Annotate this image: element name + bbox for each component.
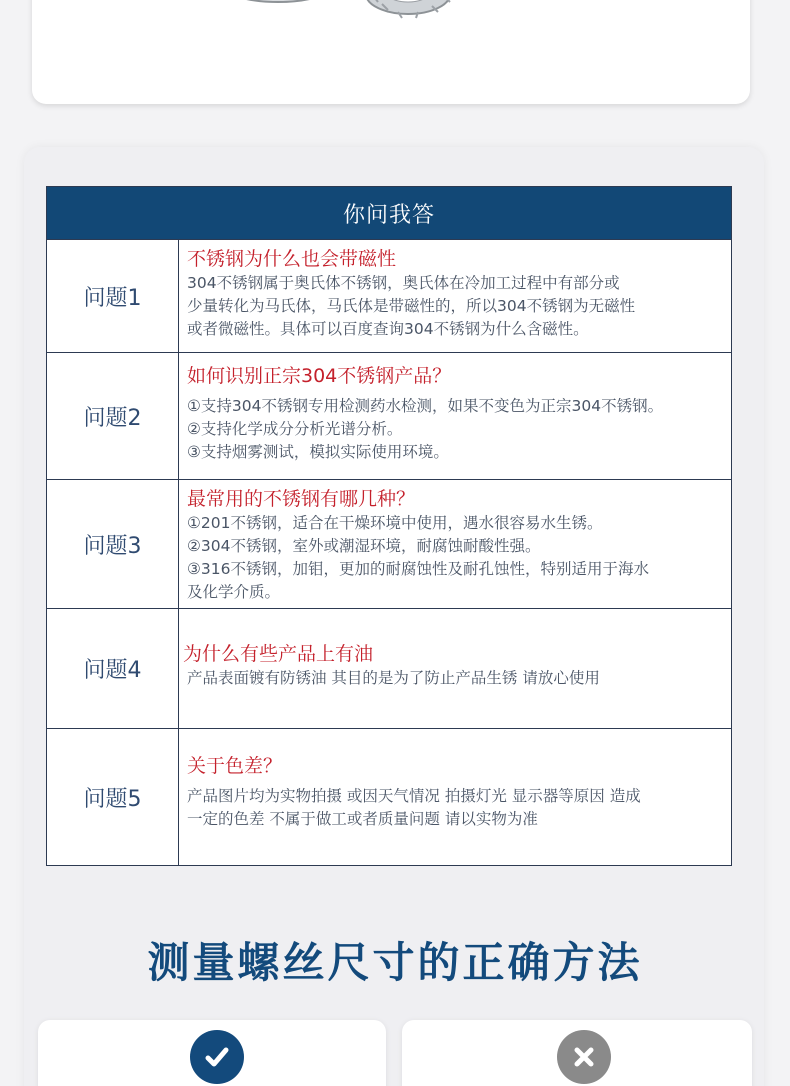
faq-table (46, 186, 732, 866)
answer-line: 少量转化为马氏体，马氏体是带磁性的，所以304不锈钢为无磁性 (187, 297, 636, 315)
faq-row-2 (47, 352, 731, 479)
product-image-card (32, 0, 750, 104)
question-text: 最常用的不锈钢有哪几种？ (187, 488, 416, 510)
faq-row-5 (47, 728, 731, 865)
washer-product-image (222, 0, 462, 20)
question-text: 不锈钢为什么也会带磁性 (187, 248, 397, 270)
question-text: 关于色差？ (187, 755, 283, 777)
faq-title: 你问我答 (47, 187, 731, 239)
question-label: 问题4 (47, 609, 179, 728)
check-icon (190, 1030, 244, 1084)
faq-row-4 (47, 608, 731, 728)
answer-line: 及化学介质。 (187, 583, 281, 601)
answer-line: ①201不锈钢，适合在干燥环境中使用，遇水很容易水生锈。 (187, 514, 603, 532)
question-text: 如何识别正宗304不锈钢产品？ (187, 365, 452, 387)
question-label: 问题2 (47, 353, 179, 479)
answer-line: 产品表面镀有防锈油 其目的是为了防止产品生锈 请放心使用 (187, 669, 600, 687)
question-label: 问题3 (47, 480, 179, 608)
answer-line: ①支持304不锈钢专用检测药水检测，如果不变色为正宗304不锈钢。 (187, 397, 664, 415)
x-icon (557, 1030, 611, 1084)
question-text: 为什么有些产品上有油 (183, 643, 374, 665)
answer-line: ②支持化学成分分析光谱分析。 (187, 420, 403, 438)
answer-line: 一定的色差 不属于做工或者质量问题 请以实物为准 (187, 810, 538, 828)
measure-section-title: 测量螺丝尺寸的正确方法 (147, 938, 643, 987)
faq-row-1 (47, 239, 731, 352)
faq-row-3 (47, 479, 731, 608)
answer-line: 304不锈钢属于奥氏体不锈钢，奥氏体在冷加工过程中有部分或 (187, 274, 620, 292)
answer-line: 或者微磁性。具体可以百度查询304不锈钢为什么含磁性。 (187, 320, 589, 338)
question-label: 问题1 (47, 240, 179, 352)
answer-line: ③支持烟雾测试，模拟实际使用环境。 (187, 443, 449, 461)
answer-line: 产品图片均为实物拍摄 或因天气情况 拍摄灯光 显示器等原因 造成 (187, 787, 641, 805)
question-label: 问题5 (47, 729, 179, 865)
answer-line: ③316不锈钢，加钼，更加的耐腐蚀性及耐孔蚀性，特别适用于海水 (187, 560, 649, 578)
answer-line: ②304不锈钢，室外或潮湿环境，耐腐蚀耐酸性强。 (187, 537, 541, 555)
